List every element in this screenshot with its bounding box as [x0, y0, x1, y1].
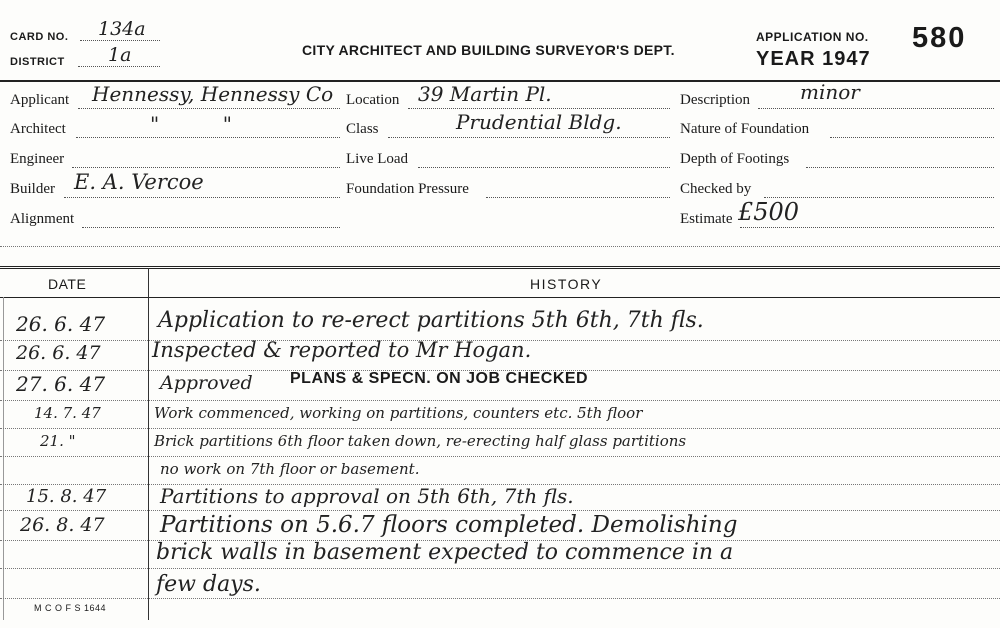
- card-no-line: [80, 40, 160, 41]
- row-line: [0, 510, 1000, 511]
- field-separator: [0, 246, 1000, 247]
- class-line: [388, 137, 670, 138]
- row-date: 15. 8. 47: [26, 486, 107, 507]
- table-top-rule: [0, 266, 1000, 269]
- application-no-value: 580: [912, 22, 967, 54]
- history-entry: few days.: [156, 572, 261, 597]
- history-entry: Inspected & reported to Mr Hogan.: [152, 338, 532, 362]
- description-label: Description: [680, 92, 750, 108]
- history-column-header: HISTORY: [530, 276, 603, 292]
- year-label: YEAR 1947: [756, 48, 871, 70]
- class-label: Class: [346, 121, 379, 137]
- table-header-rule: [0, 297, 1000, 298]
- form-code: M C O F S 1644: [34, 603, 107, 613]
- card-no-value: 134a: [98, 18, 146, 40]
- department-title: CITY ARCHITECT AND BUILDING SURVEYOR'S DEPT.: [302, 42, 675, 58]
- nature-of-foundation-line: [830, 137, 994, 138]
- alignment-label: Alignment: [10, 211, 75, 227]
- history-entry: Partitions to approval on 5th 6th, 7th fls.: [160, 484, 574, 508]
- description-line: [758, 108, 994, 109]
- engineer-label: Engineer: [10, 151, 65, 167]
- row-line: [0, 568, 1000, 569]
- applicant-value: Hennessy, Hennessy Co: [92, 82, 334, 106]
- estimate-label: Estimate: [680, 211, 733, 227]
- row-date: 27. 6. 47: [16, 372, 106, 396]
- checked-stamp: PLANS & SPECN. ON JOB CHECKED: [290, 370, 589, 387]
- depth-of-footings-line: [806, 167, 994, 168]
- depth-of-footings-label: Depth of Footings: [680, 151, 790, 167]
- district-label: DISTRICT: [10, 56, 65, 68]
- builder-line: [64, 197, 340, 198]
- history-entry: Partitions on 5.6.7 floors completed. Demolishing: [160, 512, 738, 538]
- history-entry: Brick partitions 6th floor taken down, re-erecting half glass partitions: [154, 432, 687, 450]
- class-value: Prudential Bldg.: [456, 110, 622, 134]
- engineer-line: [72, 167, 340, 168]
- foundation-pressure-label: Foundation Pressure: [346, 181, 469, 197]
- location-label: Location: [346, 92, 400, 108]
- live-load-line: [418, 167, 670, 168]
- row-line: [0, 428, 1000, 429]
- estimate-line: [740, 227, 994, 228]
- row-line: [0, 400, 1000, 401]
- district-value: 1a: [108, 44, 132, 66]
- location-line: [408, 108, 670, 109]
- row-date: 14. 7. 47: [34, 404, 101, 422]
- architect-value: " ": [150, 112, 232, 136]
- builder-label: Builder: [10, 181, 55, 197]
- nature-of-foundation-label: Nature of Foundation: [680, 121, 810, 137]
- date-column-header: DATE: [48, 276, 87, 292]
- row-date: 21. ": [40, 432, 76, 450]
- row-line: [0, 456, 1000, 457]
- live-load-label: Live Load: [346, 151, 409, 167]
- card-no-label: CARD NO.: [10, 31, 69, 43]
- row-date: 26. 8. 47: [20, 514, 105, 536]
- estimate-value: £500: [738, 198, 800, 226]
- architect-line: [76, 137, 340, 138]
- applicant-line: [78, 108, 340, 109]
- location-value: 39 Martin Pl.: [418, 82, 552, 106]
- architect-label: Architect: [10, 121, 66, 137]
- history-entry: Work commenced, working on partitions, counters etc. 5th floor: [154, 404, 643, 422]
- row-date: 26. 6. 47: [16, 342, 101, 364]
- application-no-label: APPLICATION NO.: [756, 30, 869, 44]
- builder-value: E. A. Vercoe: [74, 170, 204, 194]
- row-line: [0, 598, 1000, 599]
- applicant-label: Applicant: [10, 92, 70, 108]
- row-date: 26. 6. 47: [16, 312, 106, 336]
- alignment-line: [82, 227, 340, 228]
- history-entry: no work on 7th floor or basement.: [160, 460, 420, 478]
- history-entry: Approved: [160, 372, 253, 394]
- history-entry: brick walls in basement expected to commence in a: [156, 540, 734, 565]
- checked-by-label: Checked by: [680, 181, 752, 197]
- description-value: minor: [800, 80, 860, 104]
- foundation-pressure-line: [486, 197, 670, 198]
- history-entry: Application to re-erect partitions 5th 6th, 7th fls.: [158, 308, 704, 333]
- left-edge-line: [3, 297, 4, 620]
- district-line: [78, 66, 160, 67]
